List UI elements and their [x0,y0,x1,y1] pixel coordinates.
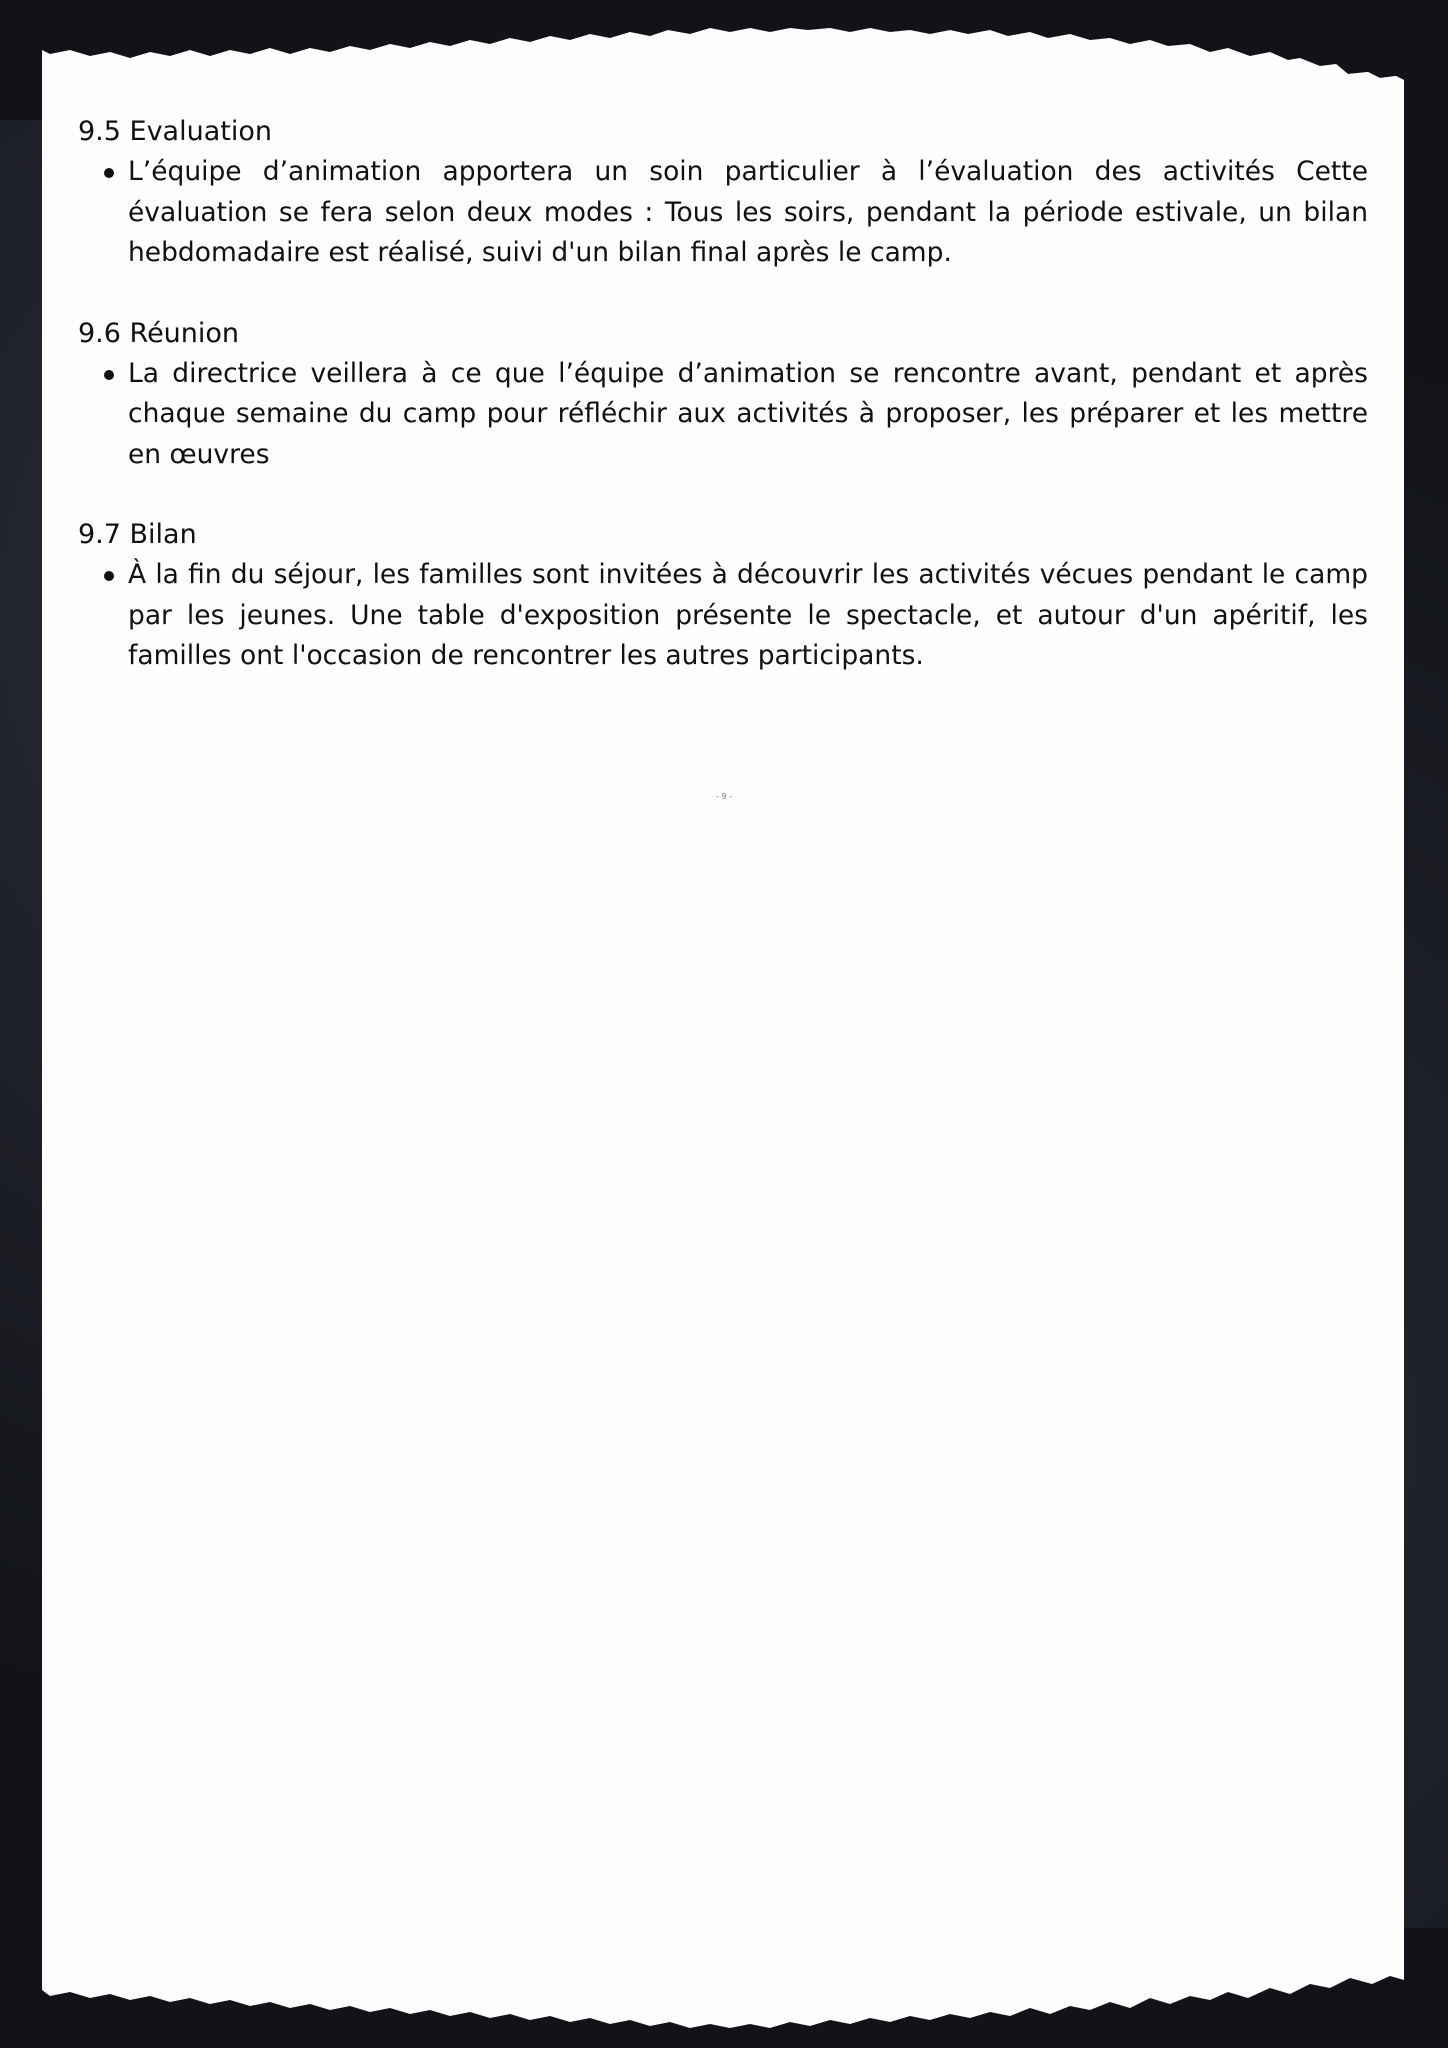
section-reunion [78,314,1368,476]
torn-edge-bottom [0,1928,1448,2048]
bullet-dot-icon [104,370,114,380]
bullet-dot-icon [104,168,114,178]
bullet-list [78,152,1368,274]
bullet-dot-icon [104,571,114,581]
bullet-text: À la fin du séjour, les familles sont invitées à découvrir les activités vécues pendant le camp par les jeunes. Une table d'exposition présente le spectacle, et autour d'un apéritif, les familles ont l'occasion de rencontrer les autres participants. [128,559,1368,671]
bullet-text: La directrice veillera à ce que l’équipe d’animation se rencontre avant, pendant et après chaque semaine du camp pour réfléchir aux activités à proposer, les préparer et les mettre en œuvres [128,357,1368,470]
section-bilan [78,515,1368,677]
section-evaluation [78,112,1368,274]
bullet-list [78,354,1368,476]
bullet-item [78,555,1368,677]
document-body [78,112,1368,717]
page-number: - 9 - [716,792,732,801]
bullet-list [78,555,1368,677]
torn-edge-top [0,0,1448,120]
bullet-text: L’équipe d’animation apportera un soin particulier à l’évaluation des activités Cette évaluation se fera selon deux modes : Tous les soirs, pendant la période estivale, un bilan hebdomadaire est réalisé, suivi d'un bilan final après le camp. [128,156,1368,268]
section-heading: 9.5 Evaluation [78,116,272,147]
section-heading: 9.7 Bilan [78,519,197,550]
section-heading: 9.6 Réunion [78,317,240,349]
bullet-item [78,152,1368,274]
bullet-item [78,354,1368,476]
